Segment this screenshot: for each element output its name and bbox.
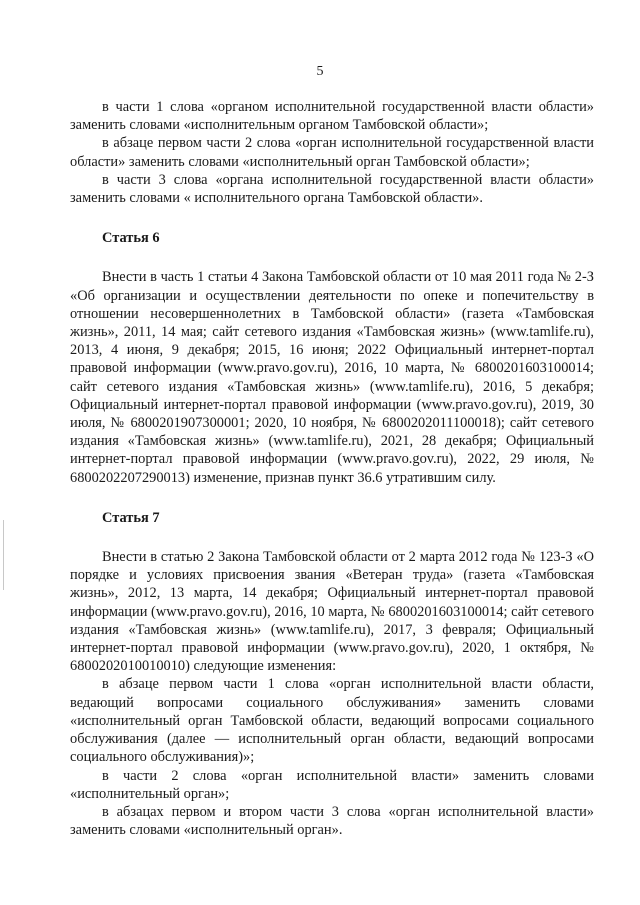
article-7-paragraph-2: в абзаце первом части 1 слова «орган исполнительной власти области, ведающий вопросами социального обслуживания» заменить словами «исполнительный орган Тамбовской области, ведающий вопросами социального обслуживания (далее — исполнительный орган области, ведающий вопросами социального обслуживания)»; [70, 676, 594, 766]
intro-paragraph-3: в части 3 слова «органа исполнительной государственной власти области» заменить словами « исполнительного органа Тамбовской области». [70, 171, 594, 207]
spacer [70, 247, 594, 268]
article-6-heading: Статья 6 [102, 230, 160, 247]
intro-paragraph-2: в абзаце первом части 2 слова «орган исполнительной государственной власти области» заменить словами «исполнительный орган Тамбовской области»; [70, 135, 594, 170]
article-7-paragraph-3: в части 2 слова «орган исполнительной власти» заменить словами «исполнительный орган»; [70, 767, 594, 802]
document-body [70, 98, 594, 839]
scan-edge-mark [3, 520, 4, 590]
intro-paragraph-1: в части 1 слова «органом исполнительной государственной власти области» заменить словами «исполнительным органом Тамбовской области»; [70, 99, 594, 134]
article-7-heading: Статья 7 [102, 509, 160, 526]
page-number: 5 [316, 64, 324, 79]
spacer [70, 487, 594, 509]
article-6-paragraph: Внести в часть 1 статьи 4 Закона Тамбовской области от 10 мая 2011 года № 2-З «Об организации и осуществлении деятельности по опеке и попечительству в отношении несовершеннолетних в Тамбовской области» (газета «Тамбовская жизнь», 2011, 14 мая; сайт сетевого издания «Тамбовская жизнь» (www.tamlife.ru), 2013, 4 июня, 9 декабря; 2015, 16 июня; 2022 Официальный интернет-портал правовой информации (www.pravo.gov.ru), 2016, 10 марта, № 6800201603100014; сайт сетевого издания «Тамбовская жизнь» (www.tamlife.ru), 2016, 5 декабря; Официальный интернет-портал правовой информации (www.pravo.gov.ru), 2019, 30 июля, № 6800201907300001; 2020, 10 ноября, № 6800202011100018); сайт сетевого издания «Тамбовская жизнь» (www.tamlife.ru), 2021, 28 декабря; Официальный интернет-портал правовой информации (www.pravo.gov.ru), 2022, 29 июля, № 6800202207290013) изменение, признав пункт 36.6 утратившим силу. [70, 269, 594, 486]
article-7-paragraph-1: Внести в статью 2 Закона Тамбовской области от 2 марта 2012 года № 123-З «О порядке и условиях присвоения звания «Ветеран труда» (газета «Тамбовская жизнь», 2012, 13 марта, 14 декабря; Официальный интернет-портал правовой информации (www.pravo.gov.ru), 2016, 10 марта, № 6800201603100014; сайт сетевого издания «Тамбовская жизнь» (www.tamlife.ru), 2017, 3 февраля; Официальный интернет-портал правовой информации (www.pravo.gov.ru), 2020, 1 октября, № 6800202010010010) следующие изменения: [70, 549, 594, 675]
spacer [70, 207, 594, 229]
article-7-paragraph-4: в абзацах первом и втором части 3 слова «орган исполнительной власти» заменить словами «исполнительный орган». [70, 803, 594, 839]
spacer [70, 527, 594, 548]
